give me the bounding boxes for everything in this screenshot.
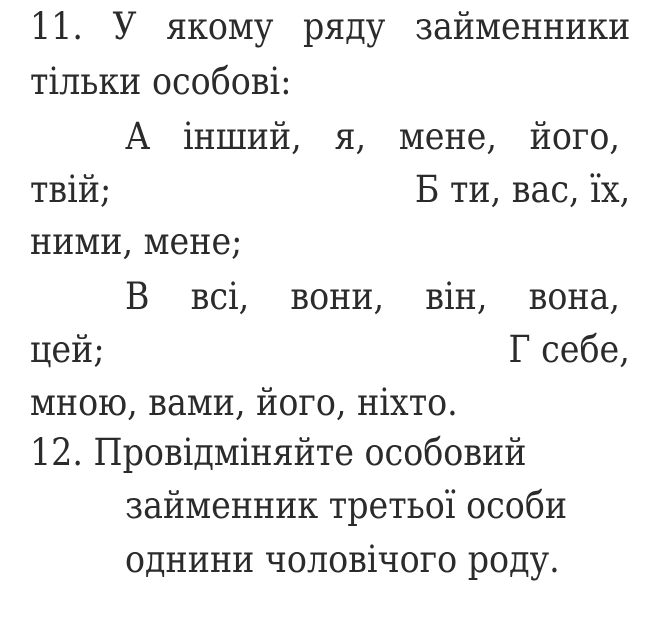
option-d-text: Г себе, [508,328,630,371]
question-11-line-1 [30,0,630,53]
question-11-text: 11. У якому ряду займенники [30,5,631,48]
option-b-line-2 [30,215,630,268]
question-12-line-1 [30,426,630,479]
option-c-d-line [30,323,630,376]
question-11-text-cont: тільки особові: [30,60,292,103]
option-d-line-2 [30,376,630,429]
option-a-b-line [30,163,630,216]
option-b-text: Б ти, вас, їх, [414,168,630,211]
question-12-text-cont: займенник третьої особи [125,484,568,527]
option-d-text-cont: мною, вами, його, ніхто. [30,381,458,424]
question-12-line-2 [125,479,650,532]
option-c-line-1 [125,270,630,323]
option-a-line-1 [125,110,630,163]
question-11-line-2 [30,55,630,108]
option-c-text: В всі, вони, він, вона, [125,275,620,318]
option-a-text: А інший, я, мене, його, [125,115,620,158]
option-a-text-cont: твій; [30,168,112,211]
option-b-text-cont: ними, мене; [30,220,243,263]
question-12-text-end: однини чоловічого роду. [125,538,560,581]
question-12-line-3 [125,533,650,586]
option-c-text-cont: цей; [30,328,105,371]
question-12-text: 12. Провідміняйте особовий [30,431,527,474]
